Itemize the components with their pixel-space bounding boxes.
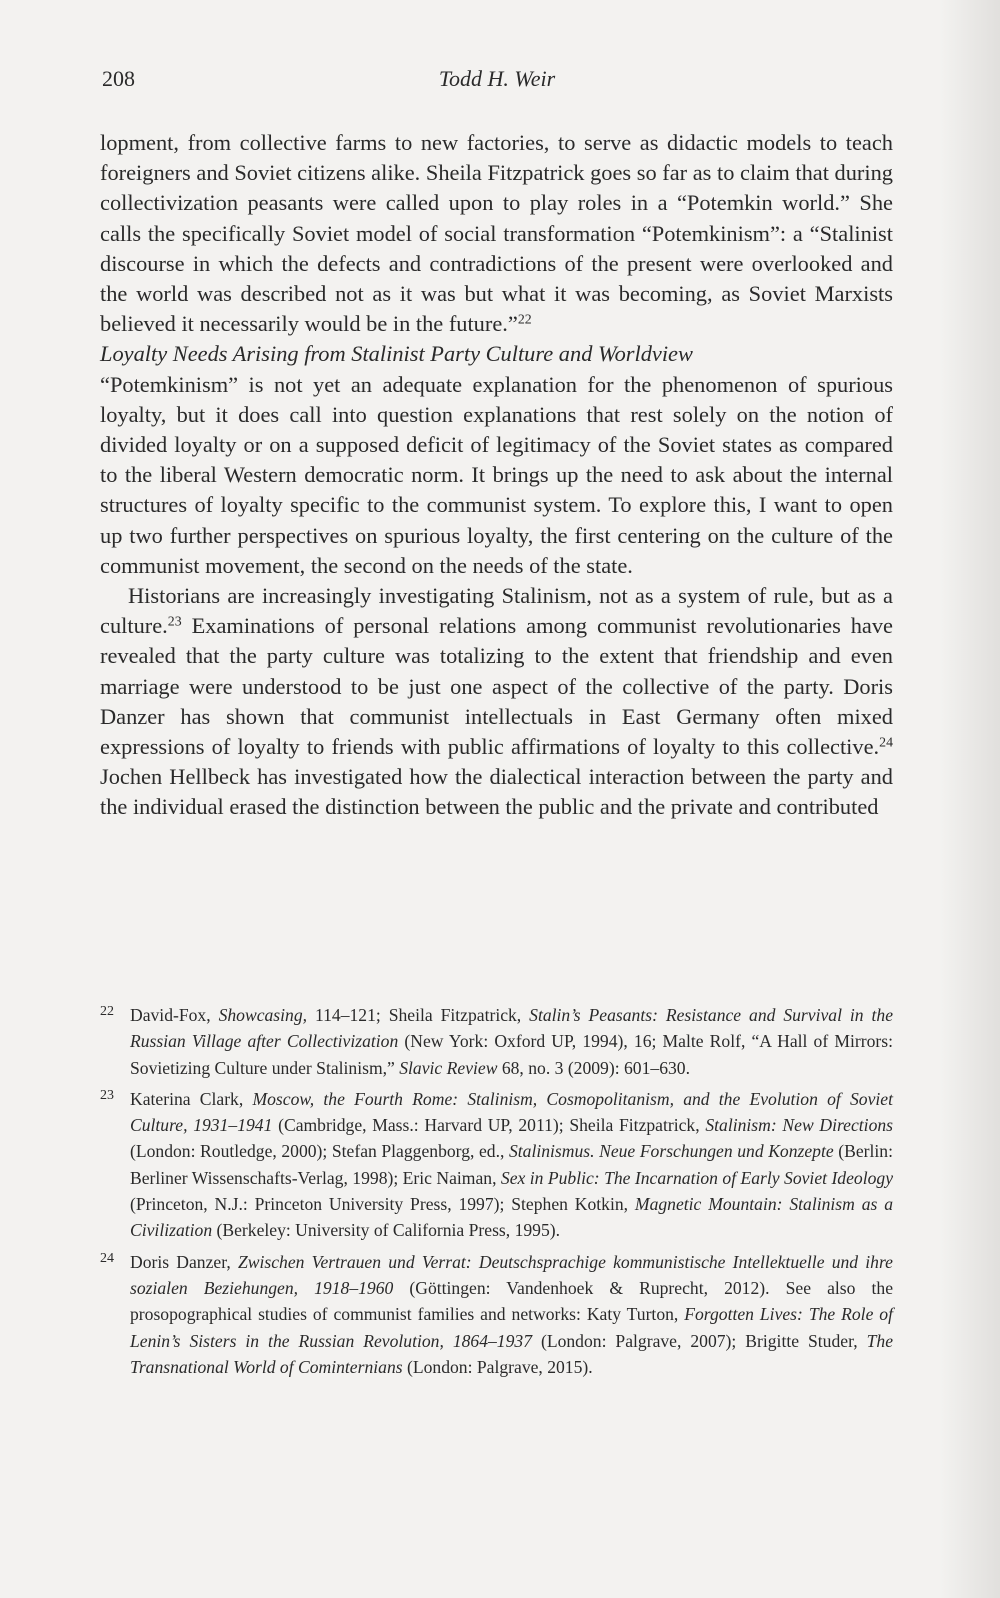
- running-head-author: Todd H. Weir: [438, 66, 556, 91]
- section-heading: Loyalty Needs Arising from Stalinist Party Culture and Worldview: [100, 341, 693, 367]
- page-edge-shadow: [940, 0, 1000, 1598]
- footnote-ref[interactable]: 23: [167, 614, 182, 630]
- footnote-number: 23: [100, 1087, 114, 1103]
- page-number: 208: [102, 66, 135, 91]
- paragraph: “Potemkinism” is not yet an adequate explanation for the phenomenon of spurious loyalty, but it does call into question explanations that rest solely on the notion of divided loyalty or on a supposed deficit of legitimacy of the Soviet states as compared to the liberal Western democratic norm. It brings up the need to ask about the internal structures of loyalty specific to the communist system. To explore this, I want to open up two further perspectives on spurious loyalty, the first centering on the culture of the communist movement, the second on the needs of the state.: [100, 371, 893, 578]
- main-text: [100, 128, 893, 823]
- footnote-number: 22: [100, 1004, 114, 1019]
- footnotes: [100, 1002, 893, 1385]
- running-head: [102, 66, 892, 96]
- footnote-ref[interactable]: 24: [879, 735, 893, 751]
- footnote-22: 22 David-Fox, Showcasing, 114–121; Sheila Fitzpatrick, Stalin’s Peasants: Resistance and Survival in the Russian Village after Collectivization (New York: Oxford UP, 1994), 16; Malte Rolf, “A Hall of Mirrors: Sovietizing Culture under Stalinism,” Slavic Review 68, no. 3 (2009): 601–630.: [100, 1002, 893, 1081]
- paragraph: lopment, from collective farms to new factories, to serve as didactic models to teach foreigners and Soviet citizens alike. Sheila Fitzpatrick goes so far as to claim that during collectivization peasants were called upon to play roles in a “Potemkin world.” She calls the specifically Soviet model of social transformation “Potemkinism”: a “Stalinist discourse in which the defects and contradictions of the present were overlooked and the world was described not as it was but what it was becoming, as Soviet Marxists believed it necessarily would be in the future.”$^{22}$: [100, 130, 893, 337]
- footnote-24: 24 Doris Danzer, Zwischen Vertrauen und Verrat: Deutschsprachige kommunistische Intellektuelle und ihre sozialen Beziehungen, 1918–1960 (Göttingen: Vandenhoek & Ruprecht, 2012). See also the prosopographical studies of communist families and networks: Katy Turton, Forgotten Lives: The Role of Lenin’s Sisters in the Russian Revolution, 1864–1937 (London: Palgrave, 2007); Brigitte Studer, The Transnational World of Cominternians (London: Palgrave, 2015).: [100, 1249, 893, 1380]
- footnote-ref[interactable]: 22: [517, 312, 532, 328]
- footnote-23: 23 Katerina Clark, Moscow, the Fourth Rome: Stalinism, Cosmopolitanism, and the Evolution of Soviet Culture, 1931–1941 (Cambridge, Mass.: Harvard UP, 2011); Sheila Fitzpatrick, Stalinism: New Directions (London: Routledge, 2000); Stefan Plaggenborg, ed., Stalinismus. Neue Forschungen und Konzepte (Berlin: Berliner Wissenschafts-Verlag, 1998); Eric Naiman, Sex in Public: The Incarnation of Early Soviet Ideology (Princeton, N.J.: Princeton University Press, 1997); Stephen Kotkin, Magnetic Mountain: Stalinism as a Civilization (Berkeley: University of California Press, 1995).: [100, 1086, 893, 1244]
- footnote-number: 24: [100, 1250, 114, 1266]
- paragraph: Historians are increasingly investigating Stalinism, not as a system of rule, but as a culture.$^{23}$ Examinations of personal relations among communist revolutionaries have revealed that the party culture was totalizing to the extent that friendship and even marriage were understood to be just one aspect of the collective of the party. Doris Danzer has shown that communist intellectuals in East Germany often mixed expressions of loyalty to friends with public affirmations of loyalty to this collective.$^{24}$ Jochen Hellbeck has investigated how the dialectical interaction between the party and the individual erased the distinction between the public and the private and contributed: [100, 583, 893, 820]
